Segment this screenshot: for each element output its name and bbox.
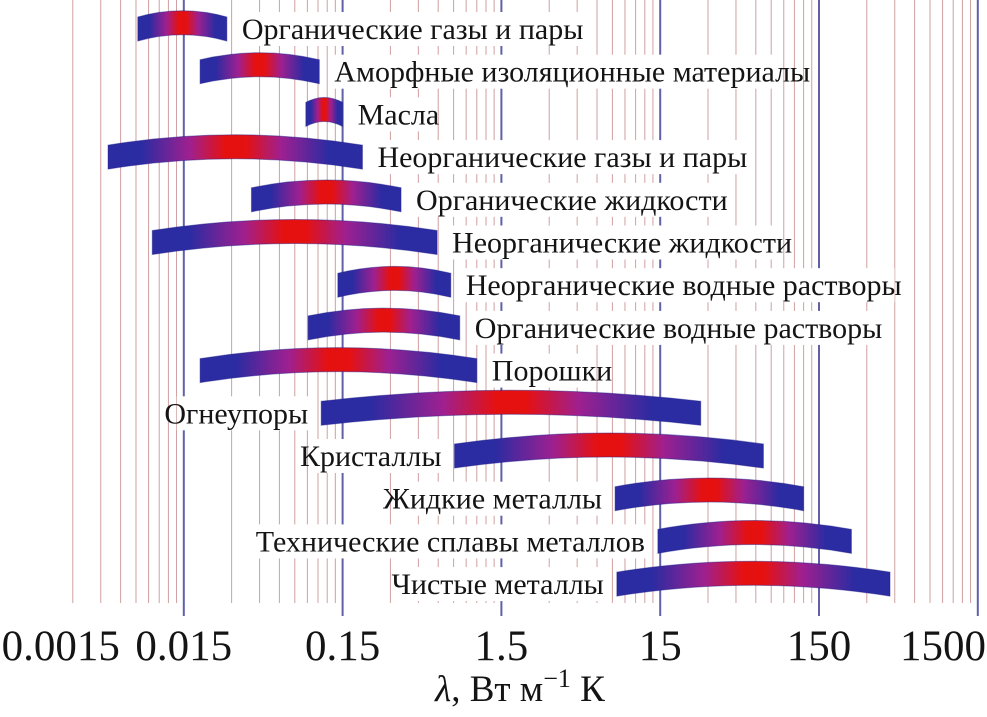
row-label: Органические газы и пары (241, 13, 584, 46)
row-label: Огнеупоры (164, 397, 309, 431)
x-tick-label: 0.015 (135, 623, 233, 670)
x-tick-label: 1500 (900, 623, 986, 670)
row-label: Органические водные растворы (474, 311, 883, 345)
x-tick-label: 15 (638, 623, 682, 670)
range-bar (455, 433, 764, 468)
range-bar (308, 308, 460, 340)
x-tick-label: 150 (786, 623, 852, 670)
row-label: Неорганические водные растворы (465, 269, 902, 303)
range-bar (306, 97, 343, 126)
range-bar (108, 135, 362, 169)
x-tick-label: 0.0015 (1, 623, 120, 670)
x-axis-title: λ, Вт $м^{-1}$ К (435, 664, 605, 710)
row-label: Аморфные изоляционные материалы (334, 55, 811, 89)
x-tick-label: 1.5 (474, 623, 529, 670)
row-label: Чистые металлы (391, 568, 604, 602)
range-bar (321, 390, 701, 425)
range-bar (251, 180, 401, 212)
row-label: Кристаллы (299, 440, 442, 473)
row-label: Масла (357, 98, 440, 132)
row-label: Порошки (491, 354, 613, 388)
row-label: Неорганические газы и пары (377, 141, 748, 175)
range-bar (338, 266, 451, 297)
range-bar (138, 11, 227, 41)
range-bar (617, 561, 890, 596)
row-label: Органические жидкости (416, 183, 728, 217)
row-label: Жидкие металлы (382, 482, 603, 516)
row-label: Неорганические жидкости (452, 226, 793, 260)
range-bar (200, 348, 477, 383)
range-bar (615, 478, 804, 511)
row-label: Технические сплавы металлов (255, 525, 645, 559)
x-tick-label: 0.15 (304, 623, 381, 670)
range-bar (658, 521, 852, 554)
